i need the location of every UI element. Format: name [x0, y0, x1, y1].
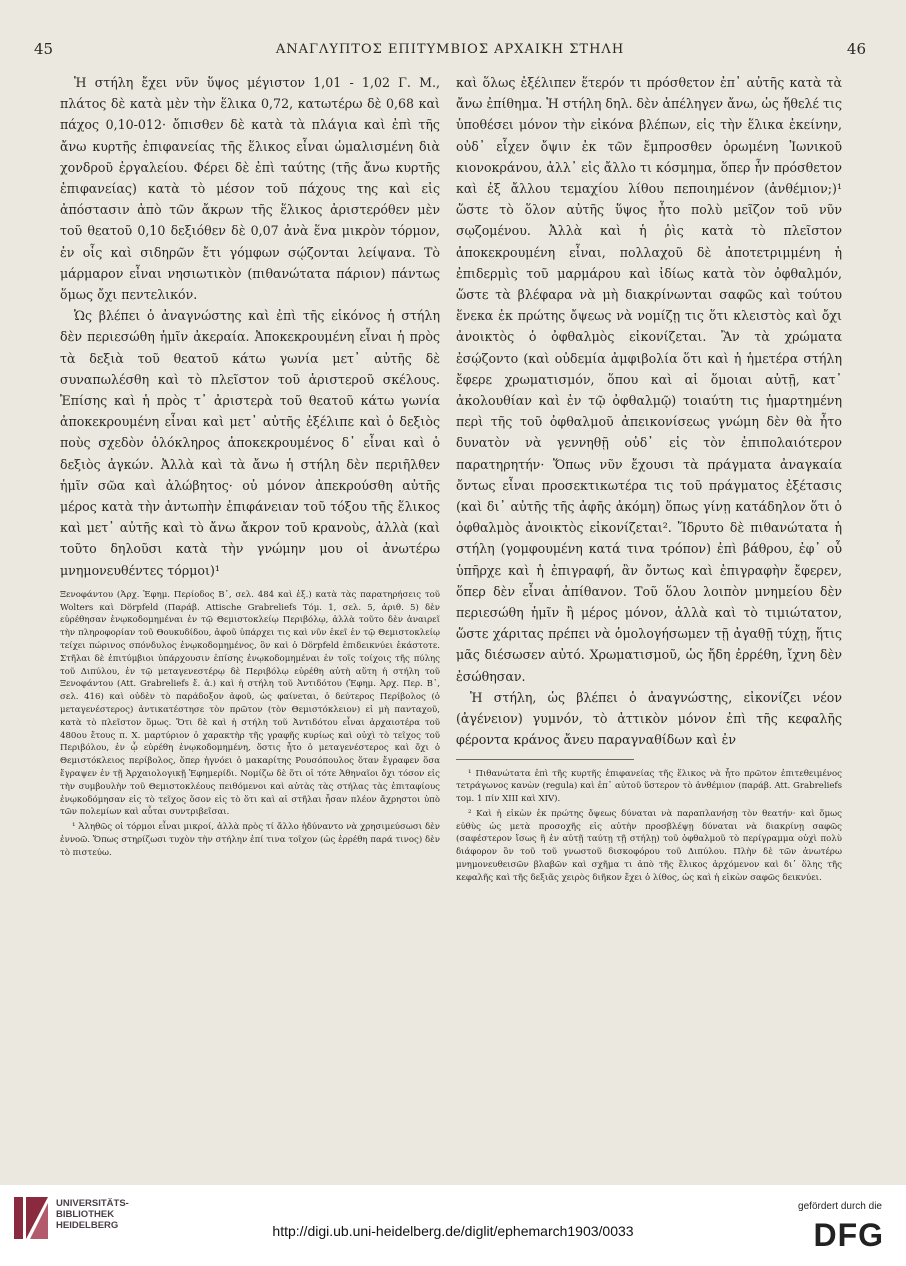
- right-column: [456, 72, 842, 1142]
- left-footnote-1: ¹ Ἀληθῶς οἱ τόρμοι εἶναι μικροί, ἀλλὰ πρὸς τί ἄλλο ἠδύναντο νὰ χρησιμεύσωσι δὲν ἐννοῶ. Ὅπως στηρίζωσι τυχὸν τὴν στήλην ἐπί τινα τοῖχον (ὡς ἐρρέθη παρά τινος) δὲν τὸ πιστεύω.: [60, 822, 440, 858]
- right-footnotes: [456, 768, 842, 885]
- right-footnote-2: ² Καὶ ἡ εἰκὼν ἐκ πρώτης ὄψεως δύναται νὰ παραπλανήσῃ τὸν θεατήν· καὶ ὅμως εὐθὺς ὡς μετὰ προσοχῆς εἰς αὐτὴν προσβλέψῃ δύναται νὰ διακρίνῃ σαφῶς (σαφέστερον ἴσως ἢ ἐν αὐτῇ ταύτῃ τῇ στήλῃ) τοῦ ὀφθαλμοῦ τὸ περίγραμμα οὐχὶ πολὺ διάφορον ὂν τοῦ τοῦ γνωστοῦ δισκοφόρου τοῦ Διπύλου. Πλὴν δὲ τῶν ἀνωτέρω μνημονευθεισῶν βλαβῶν καὶ σχῆμα τι ἀπὸ τῆς ἕλικος ἀρχόμενον καὶ δι᾽ ὅλης τῆς κεφαλῆς καὶ τῆς δεξιᾶς χειρὸς διῆκον ἔχει ὁ λίθος, ὡς καὶ ἡ εἰκὼν σαφῶς δεικνύει.: [456, 808, 842, 883]
- footnote-divider: [456, 759, 634, 760]
- running-title: ΑΝΑΓΛΥΠΤΟΣ ΕΠΙΤΥΜΒΙΟΣ ΑΡΧΑΙΚΗ ΣΤΗΛΗ: [275, 42, 625, 57]
- library-name-line-2: BIBLIOTHEK: [56, 1209, 115, 1220]
- right-main-text: [456, 72, 842, 751]
- library-name-line-1: UNIVERSITÄTS-: [56, 1198, 129, 1209]
- page-number-right: 46: [846, 40, 866, 58]
- right-paragraph-1: καὶ ὅλως ἐξέλιπεν ἕτερόν τι πρόσθετον ἐπ᾽ αὐτῆς κατὰ τὰ ἄνω ἐπίθημα. Ἡ στήλη δηλ. δὲν ἀπέληγεν ἄνω, ὡς ἤθελέ τις ὑποθέσει μόνον τὴν εἰκόνα βλέπων, εἰς τὴν ἕλικα ἐκείνην, οὐδ᾽ εἶχεν ὄψιν ἐκ τῶν ἔμπροσθεν ὁρωμένη Ἰωνικοῦ κιονοκράνου, ἀλλ᾽ εἰς ἄλλο τι κόσμημα, ὅπερ ἦν πρόσθετον καὶ ἐξ ἄλλου τεμαχίου λίθου πεποιημένον (ἀνθέμιον;)¹ ὥστε τὸ ὅλον αὐτῆς ὕψος ἦτο πολὺ μεῖζον τοῦ νῦν σῳζομένου. Ἀλλὰ καὶ ἡ ῥὶς κατὰ τὸ πλεῖστον ἀποκεκρουμένη εἶναι, πολλαχοῦ δὲ ἀποτετριμμένη ἡ ἐπιδερμὶς τοῦ μαρμάρου καὶ ἰδίως κατὰ τὸν ὀφθαλμόν, ὥστε τὰ βλέφαρα νὰ μὴ διακρίνωνται σαφῶς καὶ τούτου ἕνεκα ἐκ πρώτης ὄψεως νὰ νομίζῃ τις ὅτι κλειστὸς καὶ ὄχι ἀνοικτὸς ὁ ὀφθαλμὸς εἰκονίζεται. Ἂν τὰ χρώματα ἐσῴζοντο (καὶ οὐδεμία ἀμφιβολία ὅτι καὶ ἡ ἡμετέρα στήλη ἔφερε χρωματισμόν, ὅπου καὶ αἱ ὅμοιαι αὐτῇ, κατ᾽ ἀκολουθίαν καὶ ἐν τῷ ὀφθαλμῷ) τοιαύτη τις ἡμαρτημένη περὶ τῆς τοῦ ὀφθαλμοῦ ἀπεικονίσεως γνώμη δὲν θὰ ἦτο δυνατὸν νὰ γεννηθῇ οὐδ᾽ εἰς τὸν ἐπιπολαιότερον παρατηρητήν· Ὅπως νῦν ἔχουσι τὰ πράγματα ἀναγκαία ὄντως εἶναι προσεκτικωτέρα τις τοῦ πράγματος ἐξέτασις (καὶ δι᾽ αὐτῆς τῆς ἀφῆς ἀκόμη) ὅπως γίνῃ κατάδηλον ὅτι ὁ ὀφθαλμὸς ἀνοικτὸς εἰκονίζεται². Ἵδρυτο δὲ πιθανώτατα ἡ στήλη (γομφουμένη κατά τινα τρόπον) ἐπὶ βάθρου, ἐφ᾽ οὗ ὑπῆρχε καὶ ἡ ἐπιγραφή, ἂν ὄντως καὶ ἐπιγραφὴν ἔφερεν, ὅπερ δὲν εἶναι ἀπίθανον. Τοῦ ὅλου λοιπὸν μνημείου δὲν περιεσώθη ἡμῖν ἢ μέρος μόνον, ἀλλὰ καὶ τὸ τιμιώτατον, ὥστε χάριτας πρέπει νὰ ὁμολογήσωμεν τῇ ἀγαθῇ τύχῃ, ἥτις μᾶς διέσωσεν αὐτό. Χρωματισμοῦ, ὡς ἤδη ἐρρέθη, ἴχνη δὲν ἐσώθησαν.: [456, 75, 842, 684]
- library-name-line-3: HEIDELBERG: [56, 1220, 119, 1231]
- right-footnote-1: ¹ Πιθανώτατα ἐπὶ τῆς κυρτῆς ἐπιφανείας τῆς ἕλικος νὰ ἦτο πρῶτον ἐπιτεθειμένος τετράγωνος κανὼν (regula) καὶ ἐπ᾽ αὐτοῦ ὕστερον τὸ ἀνθέμιον (παράβ. Att. Grabreliefs τομ. 1 πίν XIII καὶ XIV).: [456, 768, 842, 805]
- dfg-logo: DFG: [813, 1217, 884, 1253]
- page-header: [34, 40, 866, 62]
- left-footnotes: [60, 589, 440, 860]
- page-number-left: 45: [34, 40, 54, 58]
- left-main-text: [60, 72, 440, 581]
- left-column: [60, 72, 440, 1142]
- left-footnote-continued: Ξενοφάντου (Ἀρχ. Ἐφημ. Περίοδος Β᾽, σελ. 484 καὶ ἑξ.) κατὰ τὰς παρατηρήσεις τοῦ Wolters καὶ Dörpfeld (Παράβ. Attische Grabreliefs Τόμ. 1, σελ. 5, ἀριθ. 5) δὲν εὑρέθησαν ἐνῳκοδομημέναι ἐν τῷ Θεμιστοκλείῳ Περιβόλῳ, ἀλλὰ τοῦτο δὲν ἀναιρεῖ τὴν πληροφορίαν τοῦ Θουκυδίδου, ἀφοῦ ὑπάρχει τις καὶ νῦν ἐκεῖ ἐν τῷ Θεμιστοκλείῳ τείχει πώρινος σπόνδυλος ἐνῳκοδομημένος, ὃν καὶ ὁ Dörpfeld ἐπιδεικνύει ἑκάστοτε. Στῆλαι δὲ ἐπιτύμβιοι ὑπάρχουσιν ἐπίσης ἐνῳκοδομημέναι ἐν τοῖς τοίχοις τῆς πύλης τοῦ Διπύλου, ἐν τῷ μεταγενεστέρῳ δὲ Περιβόλῳ εὑρέθη αὐτὴ αὕτη ἡ στήλη τοῦ Ξενοφάντου (Att. Grabreliefs ἔ. ἀ.) καὶ ἡ στήλη τοῦ Ἀντιδότου (Ἐφημ. Ἀρχ. Περ. Β᾽, σελ. 416) καὶ οὐδὲν τὸ παράδοξον ἀφοῦ, ὡς φαίνεται, ὁ δεύτερος Περίβολος (ὁ μεταγενέστερος) ἀντικατέστησε τὸν πρῶτον (τὸν Θεμιστόκλειον) εἰ μὴ πανταχοῦ, κατὰ τὸ πλεῖστον ὅμως. Ὅτι δὲ καὶ ἡ στήλη τοῦ Ἀντιδότου εἶναι ἀρχαιοτέρα τοῦ 480ου ἔτους π. Χ. μαρτύριον ὁ χαρακτὴρ τῆς γραφῆς κυρίως καὶ οὐχὶ τὸ τεῖχος τοῦ Περιβόλου, ἐν ᾧ εὑρέθη ἐνῳκοδομημένη, ὅστις ἦτο ὁ μεταγενέστερος καὶ ὄχι ὁ Θεμιστόκλειος περίβολος, ὅπερ ἠγνόει ὁ μακαρίτης Ρουσόπουλος ὅταν ἔγραφεν ὅσα ἔγραψεν ἐν τῇ Ἀρχαιολογικῇ Ἐφημερίδι. Νομίζω δὲ ὅτι οἱ τότε Ἀθηναῖοι ὄχι τόσον εἰς τὴν συμβουλὴν τοῦ Θεμιστοκλέους πειθόμενοι καὶ αὐτὰς τὰς στήλας τὰς ἐπιταφίους ἐνῳκοδόμησαν εἰς τὸ τεῖχος ὅσον εἰς τὸ ὅτι καὶ αἱ στῆλαι ἦσαν πλέον ἄχρηστοι ὑπὸ τῶν πολεμίων καὶ αὗται συντριβεῖσαι.: [60, 589, 440, 818]
- right-paragraph-2: Ἡ στήλη, ὡς βλέπει ὁ ἀναγνώστης, εἰκονίζει νέον (ἀγένειον) γυμνόν, τὸ ἀττικὸν μόνον ἐπὶ τῆς κεφαλῆς φέροντα κράνος ἄνευ παραγναθίδων καὶ ἐν: [456, 689, 842, 748]
- viewer-footer: [0, 1185, 906, 1266]
- permalink-url[interactable]: http://digi.ub.uni-heidelberg.de/diglit/ephemarch1903/0033: [272, 1223, 634, 1239]
- left-paragraph-1: Ἡ στήλη ἔχει νῦν ὕψος μέγιστον 1,01 - 1,02 Γ. Μ., πλάτος δὲ κατὰ μὲν τὴν ἕλικα 0,72, κατωτέρω δὲ 0,68 καὶ πάχος 0,10-012· ὄπισθεν δὲ κατὰ τὰ πλάγια καὶ ἐπὶ τῆς ἄνω κυρτῆς ἐπιφανείας τῆς ἕλικος εἶναι ὡμαλισμένη διὰ χονδροῦ ἐργαλείου. Φέρει δὲ ἐπὶ ταύτης (τῆς ἄνω κυρτῆς ἐπιφανείας) κατὰ τὸ μέσον τοῦ πάχους της καὶ εἰς ἀπόστασιν ἀπὸ τῶν ἄκρων τῆς ἕλικος ἀριστερόθεν μὲν τοῦ θεατοῦ 0,10 δεξιόθεν δὲ 0,07 ἀνὰ ἕνα μικρὸν τόρμον, ἐν οἷς καὶ σιδηρῶν ἔτι γόμφων σῴζονται λείψανα. Τὸ μάρμαρον εἶναι νησιωτικὸν (πιθανώτατα πάριον) πάντως ὅμως ὄχι πεντελικόν.: [60, 75, 440, 303]
- sponsor-caption: gefördert durch die: [798, 1201, 882, 1212]
- left-paragraph-2: Ὡς βλέπει ὁ ἀναγνώστης καὶ ἐπὶ τῆς εἰκόνος ἡ στήλη δὲν περιεσώθη ἡμῖν ἀκεραία. Ἀποκεκρουμένη εἶναι ἡ πρὸς τὰ δεξιὰ τοῦ θεατοῦ κάτω γωνία μετ᾽ αὐτῆς δὲ συναπωλέσθη καὶ τὸ πλεῖστον τοῦ ἀριστεροῦ σκέλους. Ἐπίσης καὶ ἡ πρὸς τ᾽ ἀριστερὰ τοῦ θεατοῦ κάτω γωνία ἀποκεκρουμένη εἶναι καὶ μετ᾽ αὐτῆς ἐξέλιπε καὶ ὁ δεξιὸς ποὺς σχεδὸν ὁλόκληρος ἀποκεκρουμένος δ᾽ εἶναι καὶ ὁ δεξιὸς ἀγκών. Ἀλλὰ καὶ τὰ ἄνω ἡ στήλη δὲν περιῆλθεν ἡμῖν σῶα καὶ ἀλώβητος· οὐ μόνον ἀπεκρούσθη αὐτῆς μέρος κατὰ τὴν ἀντωπὴν ἐπιφάνειαν τοῦ τόξου τῆς ἕλικος καὶ μετ᾽ αὐτῆς καὶ τὸ ἄνω ἄκρον τοῦ κρανοὺς, ἀλλὰ (καὶ τοῦτο δηλοῦσι κατὰ τὴν γνώμην μου οἱ ἀνωτέρω μνημονευθέντες τόρμοι)¹: [60, 308, 440, 578]
